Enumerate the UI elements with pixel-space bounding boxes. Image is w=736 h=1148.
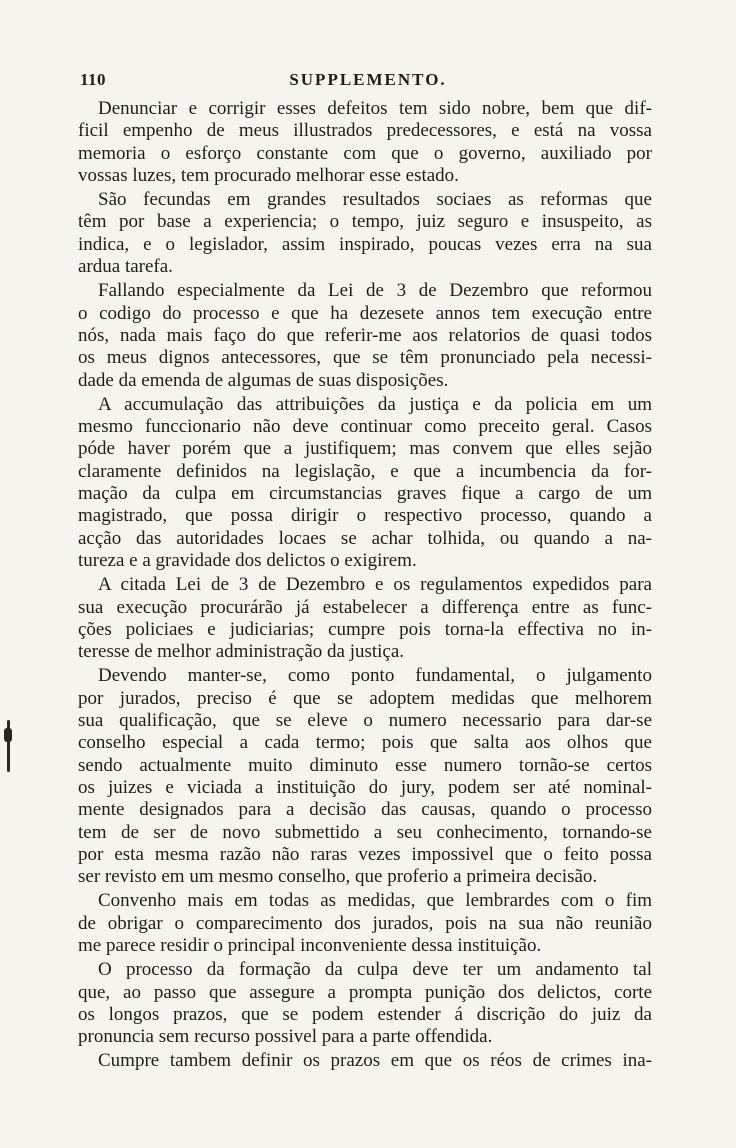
text-line: sendo actualmente muito diminuto esse numero tornão-se certos: [78, 754, 652, 776]
text-line: de obrigar o comparecimento dos jurados, pois na sua não reunião: [78, 912, 652, 934]
text-line: sua qualificação, que se eleve o numero necessario para dar-se: [78, 710, 652, 732]
margin-ink-mark: [7, 720, 10, 772]
text-line: indica, e o legislador, assim inspirado, poucas vezes erra na sua: [78, 233, 652, 255]
text-line: memoria o esforço constante com que o governo, auxiliado por: [78, 142, 652, 164]
text-line: mente designados para a decisão das causas, quando o processo: [78, 799, 652, 821]
paragraph: [78, 1050, 652, 1072]
text-line: magistrado, que possa dirigir o respectivo processo, quando a: [78, 505, 652, 527]
page-header: [80, 70, 656, 96]
paragraph: [78, 189, 652, 278]
text-line: ardua tarefa.: [78, 256, 173, 278]
text-line: dade da emenda de algumas de suas disposições.: [78, 369, 449, 391]
paragraph: [78, 98, 652, 187]
text-line: Devendo manter-se, como ponto fundamental, o julgamento: [98, 665, 652, 687]
text-line: póde haver porém que a justifiquem; mas convem que elles sejão: [78, 438, 652, 460]
text-line: vossas luzes, tem procurado melhorar esse estado.: [78, 164, 459, 186]
text-line: Cumpre tambem definir os prazos em que os réos de crimes ina-: [98, 1050, 652, 1072]
text-line: tem de ser de novo submettido a seu conhecimento, tornando-se: [78, 821, 652, 843]
text-line: Denunciar e corrigir esses defeitos tem sido nobre, bem que dif-: [98, 98, 652, 119]
text-line: ficil empenho de meus illustrados predecessores, e está na vossa: [78, 120, 652, 142]
text-line: que, ao passo que assegure a prompta punição dos delictos, corte: [78, 981, 652, 1003]
text-line: São fecundas em grandes resultados sociaes as reformas que: [98, 189, 652, 211]
text-line: acção das autoridades locaes se achar tolhida, ou quando a na-: [78, 527, 652, 549]
text-line: por esta mesma razão não raras vezes impossivel que o feito possa: [78, 843, 652, 865]
text-line: os meus dignos antecessores, que se têm pronunciado pela necessi-: [78, 347, 652, 369]
text-line: os juizes e viciada a instituição do jury, podem ser até nominal-: [78, 776, 652, 798]
text-line: pronuncia sem recurso possivel para a parte offendida.: [78, 1026, 493, 1048]
text-line: me parece residir o principal inconveniente dessa instituição.: [78, 934, 542, 956]
text-line: o codigo do processo e que ha dezesete annos tem execução entre: [78, 302, 652, 324]
text-line: O processo da formação da culpa deve ter um andamento tal: [98, 959, 652, 981]
text-line: conselho especial a cada termo; pois que salta aos olhos que: [78, 732, 652, 754]
paragraph: [78, 280, 652, 391]
running-title: SUPPLEMENTO.: [289, 70, 447, 89]
text-line: mesmo funccionario não deve continuar como preceito geral. Casos: [78, 416, 652, 438]
text-line: mação da culpa em circumstancias graves fique a cargo de um: [78, 483, 652, 505]
text-line: claramente definidos na legislação, e que a incumbencia da for-: [78, 460, 652, 482]
paragraph: [78, 394, 652, 572]
text-line: ções policiaes e judiciarias; cumpre pois torna-la effectiva no in-: [78, 618, 652, 640]
text-line: Convenho mais em todas as medidas, que lembrardes com o fim: [98, 890, 652, 912]
page-number: 110: [80, 70, 107, 89]
text-line: ser revisto em um mesmo conselho, que proferio a primeira decisão.: [78, 866, 598, 888]
paragraph: [78, 665, 652, 888]
paragraph: [78, 959, 652, 1048]
text-line: por jurados, preciso é que se adoptem medidas que melhorem: [78, 687, 652, 709]
text-line: A accumulação das attribuições da justiça e da policia em um: [98, 393, 652, 415]
text-line: A citada Lei de 3 de Dezembro e os regulamentos expedidos para: [98, 574, 652, 596]
text-line: tureza e a gravidade dos delictos o exigirem.: [78, 549, 417, 571]
text-line: têm por base a experiencia; o tempo, juiz seguro e insuspeito, as: [78, 211, 652, 233]
text-line: Fallando especialmente da Lei de 3 de Dezembro que reformou: [98, 280, 652, 302]
body-text: [78, 98, 652, 1075]
paragraph: [78, 574, 652, 663]
text-line: sua execução procurárão já estabelecer a differença entre as func-: [78, 596, 652, 618]
text-line: teresse de melhor administração da justiça.: [78, 641, 405, 663]
text-line: nós, nada mais faço do que referir-me aos relatorios de quasi todos: [78, 324, 652, 346]
text-line: os longos prazos, que se podem estender á discrição do juiz da: [78, 1003, 652, 1025]
paragraph: [78, 890, 652, 957]
